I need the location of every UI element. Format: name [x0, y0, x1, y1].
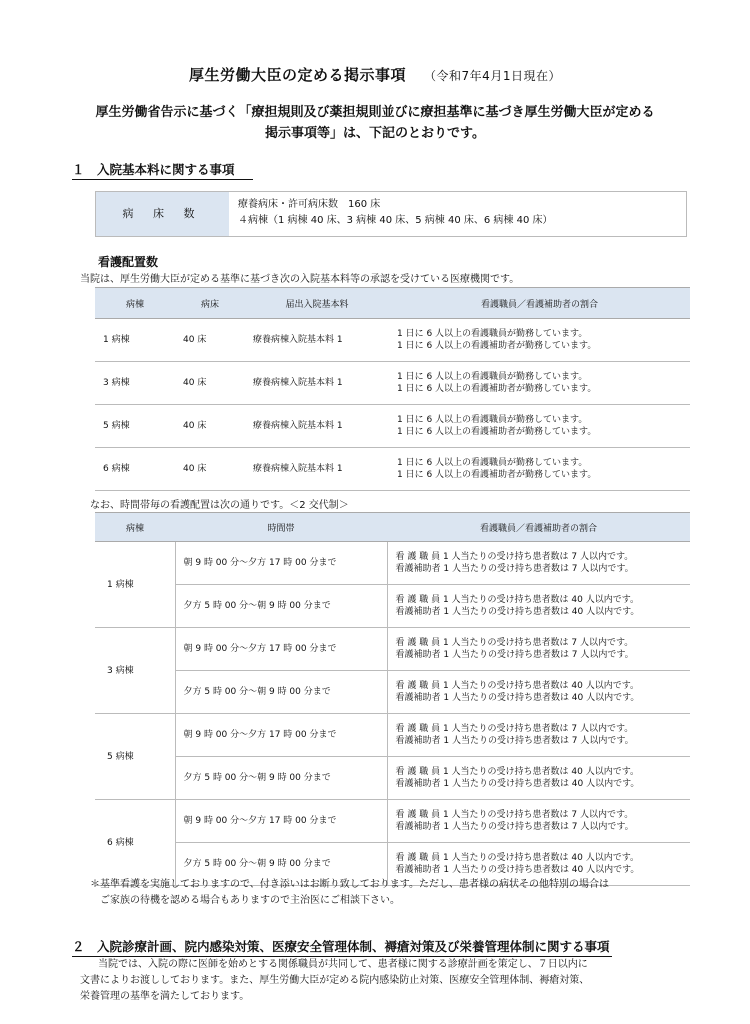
bed-count-label: 病 床 数 [96, 192, 229, 236]
col-header-beds: 病床 [175, 288, 245, 319]
ratio-line-2: 看護補助者 1 人当たりの受け持ち患者数は 40 人以内です。 [395, 607, 640, 617]
table-row [95, 319, 690, 362]
col-header-time: 時間帯 [175, 513, 387, 542]
ratio-cell [387, 542, 690, 585]
ratio-cell [389, 362, 690, 405]
time-cell: 夕方 5 時 00 分～朝 9 時 00 分まで [175, 585, 387, 628]
footnote-line-2: ご家族の待機を認める場合もありますので主治医にご相談下さい。 [100, 895, 400, 906]
time-cell: 朝 9 時 00 分～夕方 17 時 00 分まで [175, 628, 387, 671]
section2-line-1: 当院では、入院の際に医師を始めとする関係職員が共同して、患者様に関する診療計画を策定し、７日以内に [98, 959, 588, 970]
table-row [95, 671, 690, 714]
table-row [95, 628, 690, 671]
ratio-cell [387, 628, 690, 671]
col-header-ratio: 看護職員／看護補助者の割合 [389, 288, 690, 319]
basic-fee-table [95, 287, 690, 491]
ratio-line-1: 看 護 職 員 1 人当たりの受け持ち患者数は 7 人以内です。 [395, 638, 634, 648]
ward-cell: 5 病棟 [95, 714, 175, 800]
section1-heading: １ 入院基本料に関する事項 [72, 160, 253, 180]
ratio-line-2: 1 日に 6 人以上の看護補助者が勤務しています。 [397, 341, 597, 351]
ward-cell: 6 病棟 [95, 800, 175, 886]
time-cell: 朝 9 時 00 分～夕方 17 時 00 分まで [175, 714, 387, 757]
time-cell: 夕方 5 時 00 分～朝 9 時 00 分まで [175, 757, 387, 800]
table-row [95, 448, 690, 491]
ratio-cell [389, 448, 690, 491]
table-header-row [95, 513, 690, 542]
table-row [95, 542, 690, 585]
time-cell: 夕方 5 時 00 分～朝 9 時 00 分まで [175, 671, 387, 714]
ratio-cell [387, 757, 690, 800]
ratio-line-1: 看 護 職 員 1 人当たりの受け持ち患者数は 40 人以内です。 [395, 853, 639, 863]
col-header-ward: 病棟 [95, 288, 175, 319]
shift-note: なお、時間帯毎の看護配置は次の通りです。＜2 交代制＞ [90, 500, 349, 511]
ratio-line-2: 1 日に 6 人以上の看護補助者が勤務しています。 [397, 384, 597, 394]
time-cell: 朝 9 時 00 分～夕方 17 時 00 分まで [175, 542, 387, 585]
ratio-cell [387, 714, 690, 757]
col-header-fee: 届出入院基本料 [245, 288, 389, 319]
title-date: （令和7年4月1日現在） [424, 69, 561, 83]
ratio-line-2: 看護補助者 1 人当たりの受け持ち患者数は 40 人以内です。 [395, 779, 640, 789]
section2-body [80, 957, 589, 1005]
ratio-line-1: 1 日に 6 人以上の看護職員が勤務しています。 [397, 458, 588, 468]
ratio-line-2: 看護補助者 1 人当たりの受け持ち患者数は 7 人以内です。 [395, 736, 634, 746]
beds-cell: 40 床 [175, 362, 245, 405]
time-cell: 朝 9 時 00 分～夕方 17 時 00 分まで [175, 800, 387, 843]
shift-table [95, 512, 690, 886]
ratio-cell [387, 671, 690, 714]
intro-line-2: 掲示事項等」は、下記のとおりです。 [265, 126, 485, 141]
ward-cell: 5 病棟 [95, 405, 175, 448]
bed-count-value [238, 197, 553, 229]
title-main: 厚生労働大臣の定める掲示事項 [189, 66, 407, 84]
ratio-line-1: 1 日に 6 人以上の看護職員が勤務しています。 [397, 415, 588, 425]
ratio-cell [389, 405, 690, 448]
beds-cell: 40 床 [175, 405, 245, 448]
ratio-line-2: 1 日に 6 人以上の看護補助者が勤務しています。 [397, 470, 597, 480]
time-cell: 夕方 5 時 00 分～朝 9 時 00 分まで [175, 843, 387, 886]
intro-text [0, 102, 750, 144]
fee-cell: 療養病棟入院基本料 1 [245, 362, 389, 405]
table-header-row [95, 288, 690, 319]
nursing-heading: 看護配置数 [98, 255, 159, 269]
ratio-line-2: 看護補助者 1 人当たりの受け持ち患者数は 7 人以内です。 [395, 650, 634, 660]
ratio-line-1: 1 日に 6 人以上の看護職員が勤務しています。 [397, 329, 588, 339]
ratio-line-2: 1 日に 6 人以上の看護補助者が勤務しています。 [397, 427, 597, 437]
table-row [95, 585, 690, 628]
ratio-line-2: 看護補助者 1 人当たりの受け持ち患者数は 7 人以内です。 [395, 564, 634, 574]
ward-cell: 1 病棟 [95, 319, 175, 362]
table-row [95, 757, 690, 800]
table-row [95, 714, 690, 757]
fee-cell: 療養病棟入院基本料 1 [245, 405, 389, 448]
ratio-line-1: 看 護 職 員 1 人当たりの受け持ち患者数は 7 人以内です。 [395, 724, 634, 734]
ratio-cell [387, 800, 690, 843]
footnote-line-1: ＊基準看護を実施しておりますので、付き添いはお断り致しております。ただし、患者様の病状その他特別の場合は [90, 879, 609, 890]
table-row [95, 405, 690, 448]
nursing-note: 当院は、厚生労働大臣が定める基準に基づき次の入院基本料等の承認を受けている医療機関です。 [80, 274, 520, 285]
section2-line-2: 文書によりお渡ししております。また、厚生労働大臣が定める院内感染防止対策、医療安全管理体制、褥瘡対策、 [80, 975, 590, 986]
ratio-cell [389, 319, 690, 362]
ratio-line-2: 看護補助者 1 人当たりの受け持ち患者数は 40 人以内です。 [395, 865, 640, 875]
table-row [95, 800, 690, 843]
nursing-footnote [90, 877, 609, 909]
ratio-cell [387, 585, 690, 628]
bed-count-line-1: 療養病床・許可病床数 160 床 [238, 199, 381, 210]
ratio-line-2: 看護補助者 1 人当たりの受け持ち患者数は 40 人以内です。 [395, 693, 640, 703]
section2-line-3: 栄養管理の基準を満たしております。 [80, 991, 250, 1002]
fee-cell: 療養病棟入院基本料 1 [245, 319, 389, 362]
ward-cell: 3 病棟 [95, 362, 175, 405]
bed-count-box [95, 191, 687, 237]
bed-count-line-2: ４病棟（1 病棟 40 床、3 病棟 40 床、5 病棟 40 床、6 病棟 40 床） [238, 215, 553, 226]
section2-heading: ２ 入院診療計画、院内感染対策、医療安全管理体制、褥瘡対策及び栄養管理体制に関する事項 [72, 937, 612, 957]
ward-cell: 3 病棟 [95, 628, 175, 714]
page-title [0, 64, 750, 85]
ratio-line-1: 看 護 職 員 1 人当たりの受け持ち患者数は 40 人以内です。 [395, 681, 639, 691]
ratio-line-2: 看護補助者 1 人当たりの受け持ち患者数は 7 人以内です。 [395, 822, 634, 832]
col-header-ward: 病棟 [95, 513, 175, 542]
fee-cell: 療養病棟入院基本料 1 [245, 448, 389, 491]
ratio-line-1: 1 日に 6 人以上の看護職員が勤務しています。 [397, 372, 588, 382]
ratio-line-1: 看 護 職 員 1 人当たりの受け持ち患者数は 7 人以内です。 [395, 810, 634, 820]
ratio-line-1: 看 護 職 員 1 人当たりの受け持ち患者数は 40 人以内です。 [395, 767, 639, 777]
ward-cell: 6 病棟 [95, 448, 175, 491]
ratio-line-1: 看 護 職 員 1 人当たりの受け持ち患者数は 7 人以内です。 [395, 552, 634, 562]
beds-cell: 40 床 [175, 448, 245, 491]
col-header-ratio: 看護職員／看護補助者の割合 [387, 513, 690, 542]
table-row [95, 362, 690, 405]
intro-line-1: 厚生労働省告示に基づく「療担規則及び薬担規則並びに療担基準に基づき厚生労働大臣が定める [95, 105, 655, 120]
ratio-line-1: 看 護 職 員 1 人当たりの受け持ち患者数は 40 人以内です。 [395, 595, 639, 605]
beds-cell: 40 床 [175, 319, 245, 362]
ward-cell: 1 病棟 [95, 542, 175, 628]
